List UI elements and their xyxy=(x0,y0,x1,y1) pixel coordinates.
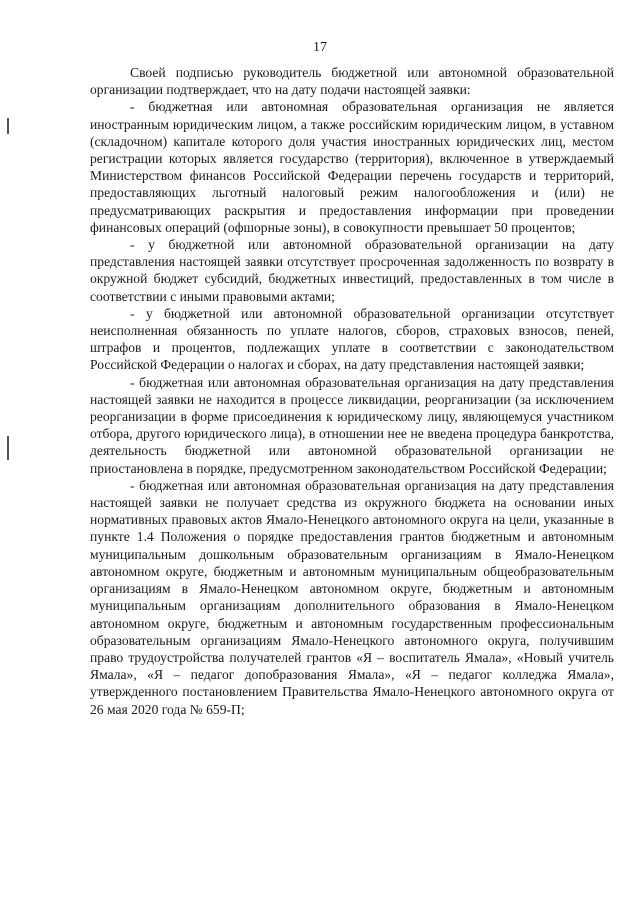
paragraph-liquidation: - бюджетная или автономная образовательная организация на дату представления настоящей заявки не находится в процессе ликвидации, реорганизации (за исключением реорганизации в форме присоединения к юридическому лицу, являющемуся участником отбора, другого юридического лица), в отношении нее не введена процедура банкротства, деятельность бюджетной или автономной образовательной организации не приостановлена в порядке, предусмотренном законодательством Российской Федерации; xyxy=(90,374,614,476)
margin-scan-mark xyxy=(7,436,9,460)
paragraph-tax-obligations: - у бюджетной или автономной образовательной организации отсутствует неисполненная обязанность по уплате налогов, сборов, страховых взносов, пеней, штрафов и процентов, подлежащих уплате в соответствии с законодательством Российской Федерации о налогах и сборах, на дату представления настоящей заявки; xyxy=(90,305,614,373)
document-body xyxy=(90,64,614,718)
paragraph-intro: Своей подписью руководитель бюджетной или автономной образовательной организации подтверждает, что на дату подачи настоящей заявки: xyxy=(90,65,614,98)
paragraph-overdue-debt: - у бюджетной или автономной образовательной организации на дату представления настоящей заявки отсутствует просроченная задолженность по возврату в окружной бюджет субсидий, бюджетных инвестиций, предоставленных в том числе в соответствии с иными правовыми актами; xyxy=(90,237,614,304)
margin-scan-mark xyxy=(7,118,9,134)
paragraph-foreign-entity: - бюджетная или автономная образовательная организация не является иностранным юридическим лицом, а также российским юридическим лицом, в уставном (складочном) капитале которого доля участия иностранных юридических лиц, местом регистрации которых является государство (территория), включенное в утверждаемый Министерством финансов Российской Федерации перечень государств и территорий, предоставляющих льготный налоговый режим налогообложения и (или) не предусматривающих раскрытия и предоставления информации при проведении финансовых операций (офшорные зоны), в совокупности превышает 50 процентов; xyxy=(90,99,614,235)
paragraph-other-funding: - бюджетная или автономная образовательная организация на дату представления настоящей заявки не получает средства из окружного бюджета на основании иных нормативных правовых актов Ямало-Ненецкого автономного округа на цели, указанные в пункте 1.4 Положения о порядке предоставления грантов бюджетным и автономным муниципальным дошкольным образовательным организациям в Ямало-Ненецком автономном округе, бюджетным и автономным муниципальным общеобразовательным организациям в Ямало-Ненецком автономном округе, бюджетным и автономным муниципальным организациям дополнительного образования в Ямало-Ненецком автономном округе, бюджетным и автономным государственным профессиональным образовательным организациям Ямало-Ненецкого автономного округа, получившим право трудоустройства получателей грантов «Я – воспитатель Ямала», «Новый учитель Ямала», «Я – педагог допобразования Ямала», «Я – педагог колледжа Ямала», утвержденного постановлением Правительства Ямало-Ненецкого автономного округа от 26 мая 2020 года № 659-П; xyxy=(90,477,614,717)
page-number: 17 xyxy=(313,40,327,55)
